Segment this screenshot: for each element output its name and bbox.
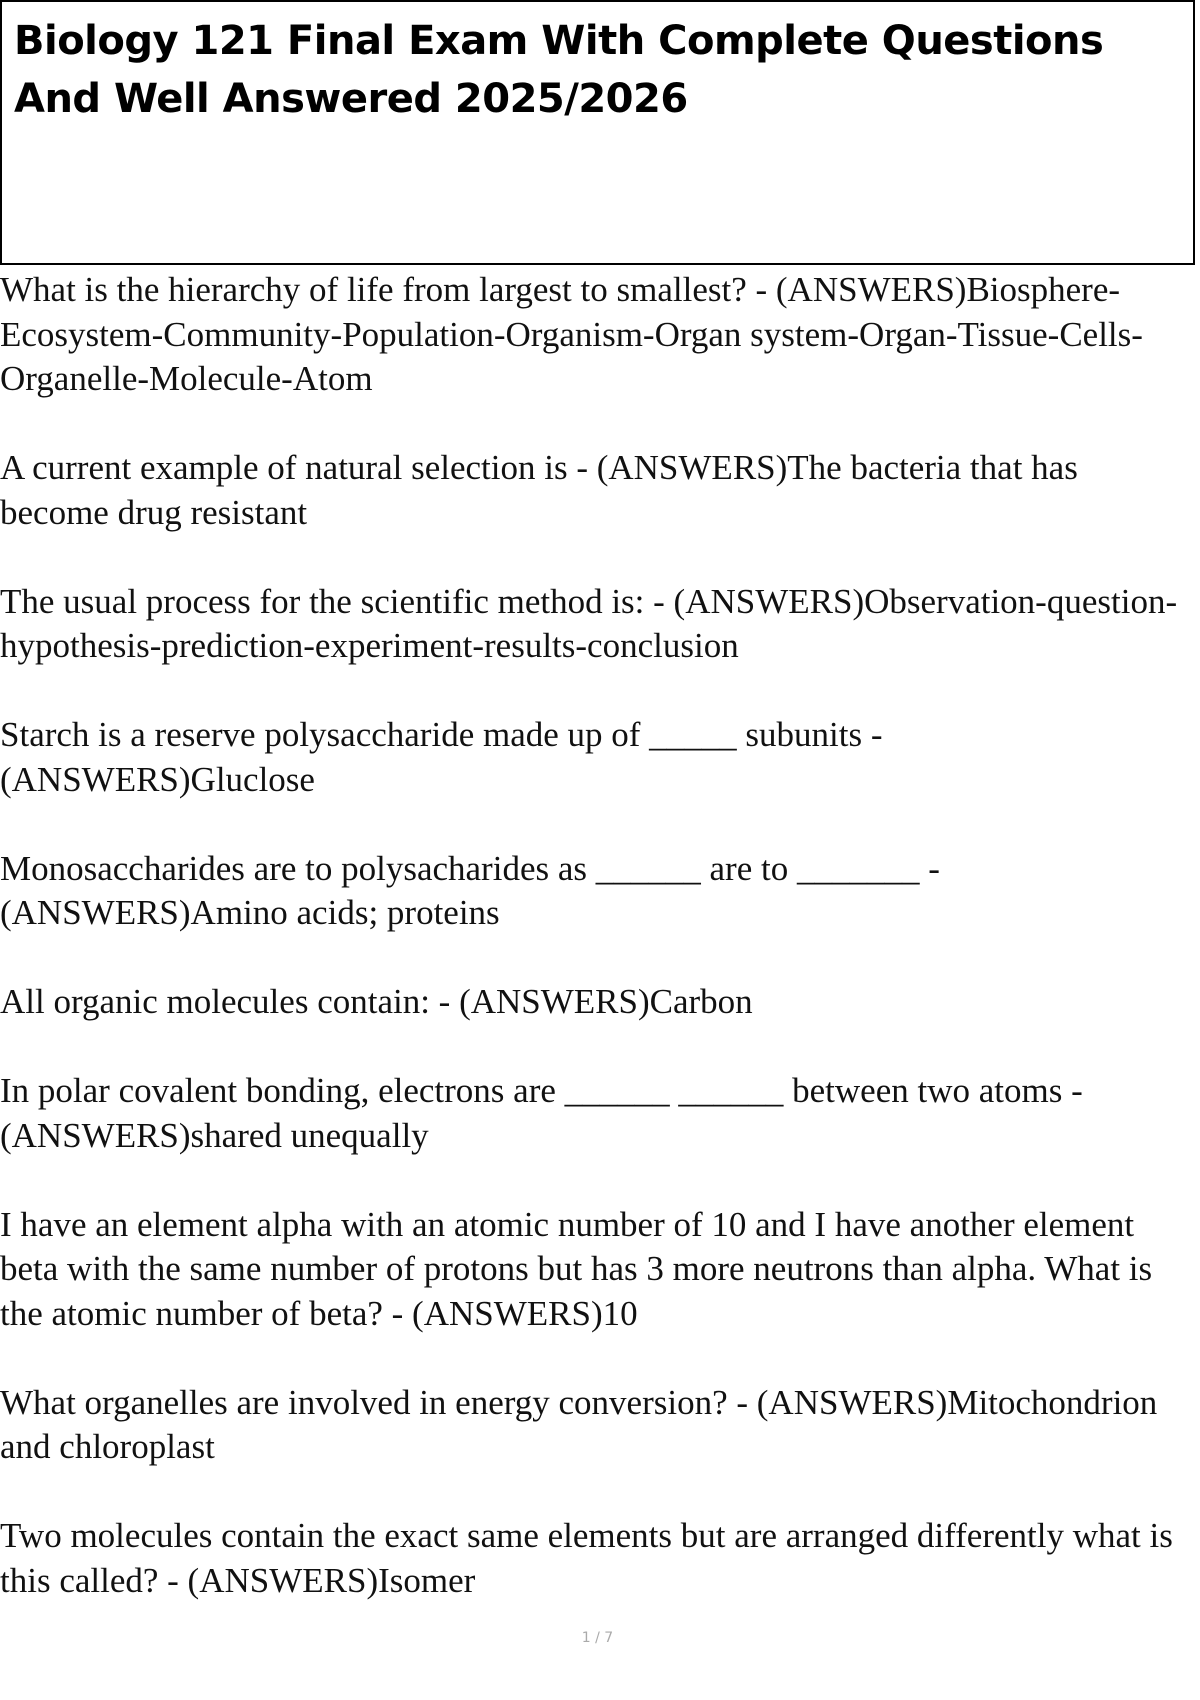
qa-item: A current example of natural selection is - (ANSWERS)The bacteria that has become drug resistant xyxy=(0,448,1078,532)
qa-item: In polar covalent bonding, electrons are ______ ______ between two atoms - (ANSWERS)shared unequally xyxy=(0,1071,1083,1155)
qa-item: What is the hierarchy of life from largest to smallest? - (ANSWERS)Biosphere-Ecosystem-Community-Population-Organism-Organ system-Organ-Tissue-Cells-Organelle-Molecule-Atom xyxy=(0,270,1143,398)
title-box xyxy=(0,0,1195,265)
qa-item: Two molecules contain the exact same elements but are arranged differently what is this called? - (ANSWERS)Isomer xyxy=(0,1516,1173,1600)
qa-item: Starch is a reserve polysaccharide made up of _____ subunits - (ANSWERS)Gluclose xyxy=(0,715,883,799)
qa-item: All organic molecules contain: - (ANSWERS)Carbon xyxy=(0,982,753,1021)
qa-item: Monosaccharides are to polysacharides as ______ are to _______ - (ANSWERS)Amino acids; proteins xyxy=(0,848,940,932)
qa-list xyxy=(0,268,1195,1648)
qa-item: I have an element alpha with an atomic number of 10 and I have another element beta with the same number of protons but has 3 more neutrons than alpha. What is the atomic number of beta? - (ANSWERS)10 xyxy=(0,1204,1153,1333)
qa-item: What organelles are involved in energy conversion? - (ANSWERS)Mitochondrion and chloroplast xyxy=(0,1382,1158,1466)
qa-item: The usual process for the scientific method is: - (ANSWERS)Observation-question-hypothesis-prediction-experiment-results-conclusion xyxy=(0,581,1178,665)
document-title: Biology 121 Final Exam With Complete Questions And Well Answered 2025/2026 xyxy=(14,18,1104,122)
page-number: 1 / 7 xyxy=(581,1630,614,1646)
